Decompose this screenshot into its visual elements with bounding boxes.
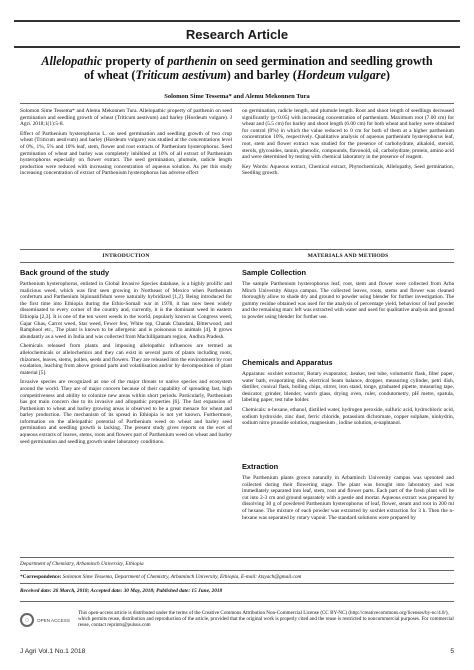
open-access-label: OPEN ACCESS bbox=[37, 617, 70, 623]
title-part: Hordeum vulgare bbox=[296, 68, 386, 82]
divider bbox=[20, 583, 454, 584]
heading-chemicals: Chemicals and Apparatus bbox=[242, 358, 333, 367]
open-lock-icon: ○ bbox=[20, 613, 34, 627]
heading-extraction: Extraction bbox=[242, 462, 279, 471]
footnote-department: Department of Chemistry, Arbaminch University, Ethiopia bbox=[20, 561, 144, 567]
article-type-label: Research Article bbox=[185, 26, 289, 42]
title-part: ) bbox=[385, 68, 390, 82]
title-part: Triticum aestivum bbox=[135, 68, 227, 82]
divider bbox=[20, 103, 454, 104]
divider bbox=[20, 262, 454, 263]
paragraph: Chemicals released from plants and imposing allelopathic influences are termed as allelochemicals or allelochemics and they can exist in several parts of plants including roots, rhizomes, leaves, stems, pollen, seeds and flowers. They are released into the environment by root exudation, leaching from above ground parts and volatilisation and/or by decomposition of plant material [5]. bbox=[20, 343, 232, 376]
title-part: of wheat ( bbox=[84, 68, 136, 82]
journal-volume: J Agri Vol.1 No.1 2018 bbox=[20, 648, 86, 655]
divider bbox=[20, 570, 454, 571]
license-block bbox=[20, 610, 454, 636]
author-list: Solomon Sime Tessema* and Alemu Mekonnen Tura bbox=[164, 93, 310, 100]
introduction-column bbox=[20, 281, 232, 448]
divider bbox=[20, 557, 454, 558]
paragraph: Chemicals: n-hexane, ethanol, distilled water, hydrogen peroxide, sulfuric acid, hydrochloric acid, sodium hydroxide, zinc dust, ferric chloride, potassium dichromate, copper sulphate, ninhydrin, sodium nitro prusside solution, magnesium , iodine solution, α-naphtanol. bbox=[242, 406, 454, 427]
page-footer bbox=[20, 648, 454, 655]
footnote-correspondence bbox=[20, 574, 454, 581]
page-number: 5 bbox=[450, 648, 454, 655]
keywords: Key Words: Aqueous extract, Chemical extract, Phytochemicals, Allelopathy, Seed germination, Seedling growth. bbox=[242, 163, 454, 177]
title-part: Allelopathic bbox=[41, 54, 103, 68]
section-banner-materials: MATERIALS AND METHODS bbox=[307, 253, 389, 259]
footnote-dates: Received date: 26 March, 2018; Accepted date: 30 May, 2018; Published date: 15 June, 2018 bbox=[20, 588, 223, 594]
chemicals-text bbox=[242, 371, 454, 430]
correspondence-text: Solomon Sime Tessema, Department of Chemistry, Arbaminch University, Ethiopia, E-mail: ktsyach@gmail.com bbox=[61, 574, 302, 580]
divider bbox=[20, 249, 454, 250]
open-access-logo bbox=[20, 610, 72, 630]
article-type-banner bbox=[14, 20, 460, 48]
correspondence-label: *Correspondence: bbox=[20, 574, 62, 580]
divider bbox=[20, 601, 454, 602]
paragraph: Apparatus: soxhlet extractor, Rotary evaporator, .beaker, test tube, volumetric flask, filter paper, water bath, evaporating dish, electrical beam balance, dropper, measuring cylinder, petri dish, distiller, conical flask, boiling chips, stirrer, iron stand, tonge, graduated pipette, measuring tape, desicator, grinder, blender, watch glass, drying oven, ruler, condutometry, pH metre, spatula, labeling paper, test tube holder. bbox=[242, 371, 454, 404]
extraction-text bbox=[242, 475, 454, 524]
paragraph: Invasive species are recognized as one of the major threats to native species and ecosystem around the world. They are of major concern because of their capability of spreading fast, high competitiveness and ability to colonize new areas within short periods. Particularly, Parthenium has got main concern due to its invasive and allopathic properties [6]. The fast expansion of Parthenium to wheat and barley growing areas is observed to be a great menace for wheat and barley production. The mechanism of its spread in Ethiopia is not yet known. Furthermore, information on the allelopathic potential of Parthenium weed on wheat and barley seed germination and seedling growth is lacking. The present study gives reports on the ecet of aqueous extracts of leaves, stems, roots and flowers part of Parthenium weed on wheat and barley seed germination and seedling growth under laboratory conditions. bbox=[20, 379, 232, 445]
paragraph: Parthenium hysterophorus, enlisted in Global Invasive Species database, is a highly prolific and malicious weed, which was first seen growing in Northeast of Mexico when Parthenium confertum and Parthenium bipinnatifidum were naturally hybridized [1,2]. Being introduced for the first time into Ethiopia during the Ethio-Somali war in 1978, it has now been widely disseminated to every corner of the country and, currently, it is the dominant weed in eastern Ethiopia [2,3]. It is one of the ten worst weeds in the world, popularly known as Congress weed, Gajar Ghas, Carrot weed, Star weed, Fewer few, White top, Chatak Chandani, Bitterwood, and Ramphool etc., The plant is known to be allergenic and is poisonous to animals [4]. It grows abundantly as a weed in India and was collected from Machillipatnam region, Andhra Pradesh. bbox=[20, 281, 232, 340]
heading-background: Back ground of the study bbox=[20, 268, 110, 277]
paragraph: The Parthenium plants grown naturally in Arbaminch University campus was uprooted and collected during their flowering stage. The plant was brought into laboratory and was immediately separated into leaf, stem, root and flower parts. Each part of the fresh plant will be cut into 2-3 cm and ground separately with a pestle and mortar. Aqueous extract was prepared by dissolving 30 g of powdered Parthenium hysterophorus of leaf, flower, steam and root in 200 ml of hexane. The mixture of each powder was extracted by soxhlet extraction for 3 h. Then the n-hexane was separated by rotary vapour. The standard solutions were prepared by bbox=[242, 475, 454, 521]
abstract-left-column bbox=[20, 108, 232, 180]
paragraph: The sample Parthenium hysterophorus leaf, root, stem and flower were collected from Arba Minch University Abaya campus. The collected leaves, roots, stems and flower was cleaned thoroughly allow to shade dry and ground to powder using blender for further investigation. The gummy residue obtained was used for the analysis of percentage yield, behaviour of leaf powder and the remaining marc left was extracted with water and used for qualitative analysis and ground to powder using blender for further use. bbox=[242, 281, 454, 320]
abstract-text: on germination, radicle length, and plumule length. Root and shoot length of seedlings decreased significantly (p<0.05) with increasing concentration of parthenium. Maximum root (7.00 cm) for wheat and (5.5 cm) for barley and shoot length (6.00 cm) for both wheat and barley were obtained for control (0%) in which the value reduced to 0 cm for both of them at a higher parthenium concentration 10%, respectively. Qualitative analysis of aqueous parthenium hysterophorus leaf, root, stem and flower extract was studied for the presence of carbohydrate, alkaloid, steroid, sterols, glycosides, tannin, phenolic, compounds, flavonoid, oil, carbohydrate, protein, amino acid and were determined by testing with chemical laboratory in the presence of reagent. bbox=[242, 108, 454, 161]
abstract-right-column bbox=[242, 108, 454, 180]
heading-sample-collection: Sample Collection bbox=[242, 268, 307, 277]
section-banner-introduction: INTRODUCTION bbox=[102, 253, 150, 259]
title-part: ) and barley ( bbox=[226, 68, 297, 82]
abstract-text: Effect of Parthenium hysterophorus L. on seed germination and seedling growth of two crop wheat (Triticum aestivum) and barley (Hordeum vulgare) was studied at the concentrations level of 0%, 1%, 5% and 10% leaf, stem, flower and root extracts of Parthenium hysterophorus. Seed germination of wheat and barley was completely inhibited at 10% of all extract of Parthenium hysterophorus especially on flower extract. The seed germination, plumule, radicle length production were reduced with increasing concentration of aqueous solution. As per this study increasing concentration of extract of Parthenium hysterophorus has adverse effect bbox=[20, 130, 232, 177]
title-part: parthenin bbox=[167, 54, 217, 68]
article-title bbox=[20, 54, 454, 82]
citation: Solomon Sime Tessema* and Alemu Mekonnen Tura. Allelopathic property of parthenin on seed germination and seedling growth of wheat (Triticum aestivum) and barley (Hordeum vulgare). J Agri. 2018;1(1):5-8. bbox=[20, 108, 232, 128]
title-part: on seed germination and seedling growth bbox=[216, 54, 433, 68]
sample-collection-text bbox=[242, 281, 454, 324]
license-text: This open-access article is distributed under the terms of the Creative Commons Attribution Non-Commercial License (CC BY-NC) (http://creativecommons.org/licenses/by-nc/4.0/), which permits reuse, distribution and reproduction of the article, provided that the original work is properly cited and the reuse is restricted to noncommercial purposes. For commercial reuse, contact reprints@pulsus.com bbox=[78, 610, 454, 629]
title-part: property of bbox=[102, 54, 168, 68]
